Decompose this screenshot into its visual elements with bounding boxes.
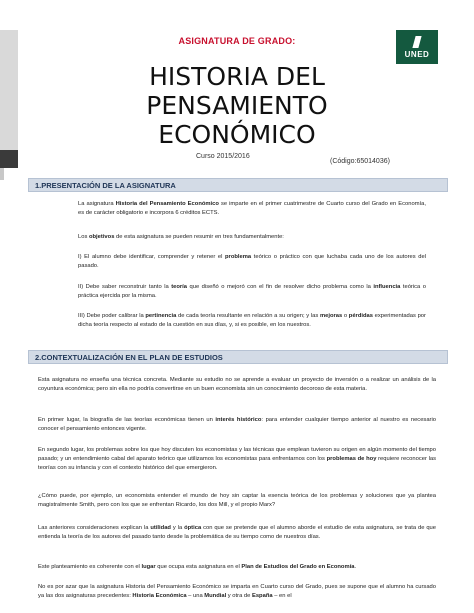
text-span: En segundo lugar, los problemas sobre los que hoy discuten los economistas y las técnicas que emplean tuvieron su origen en algún momento del tiempo pasado; y un entendimiento cabal del aparato teórico que utilizamos los economistas para enfrentarnos con los [38, 447, 436, 462]
text-bold: teoría [171, 284, 188, 290]
text-bold: interés histórico [215, 417, 262, 423]
text-bold: utilidad [150, 525, 171, 531]
text-span: II) Debe saber reconstruir tanto la [78, 284, 172, 290]
s1-paragraph-1 [78, 200, 426, 218]
s2-paragraph-5 [38, 524, 436, 542]
text-span: experimentadas por dicha teoría respecto al estado de la cuestión en sus días, y, si es posible, en los nuestros. [78, 313, 426, 328]
section-header-presentacion: 1.PRESENTACIÓN DE LA ASIGNATURA [28, 178, 448, 192]
text-span: requiere reconocer las teorías con su infancia y con el contexto histórico del que emergieron. [38, 456, 436, 471]
text-span: – una [186, 593, 205, 599]
text-span: Los [78, 234, 89, 240]
s2-paragraph-3 [38, 446, 436, 473]
text-span: Las anteriores consideraciones explican la [38, 525, 151, 531]
text-bold: Mundial [204, 593, 227, 599]
s1-paragraph-3 [78, 253, 426, 271]
text-bold: España [251, 593, 273, 599]
text-span: . [354, 564, 357, 570]
decorative-side-accent [0, 168, 4, 180]
text-span: teórico o práctico con que luchaba cada uno de los autores del pasado. [78, 254, 426, 269]
text-span: I) El alumno debe identificar, comprender y retener el [78, 254, 226, 260]
page-title [100, 62, 374, 149]
text-bold: lugar [141, 564, 156, 570]
text-bold: pérdidas [348, 313, 373, 319]
text-span: En primer lugar, la biografía de las teorías económicas tienen un [38, 417, 216, 423]
s1-paragraph-4 [78, 283, 426, 301]
course-year: Curso 2015/2016 [196, 153, 250, 160]
s2-paragraph-2 [38, 416, 436, 434]
section-header-contextualizacion: 2.CONTEXTUALIZACIÓN EN EL PLAN DE ESTUDIOS [28, 350, 448, 364]
title-line-1: HISTORIA DEL [149, 62, 325, 91]
text-span: se imparte en el primer cuatrimestre de Cuarto curso del Grado en Economía, es de carácter obligatorio e incorpora 6 créditos ECTS. [78, 201, 426, 216]
text-span: que diseñó o mejoró con el fin de resolver dicho problema como la [187, 284, 374, 290]
text-span: que ocupa esta asignatura en el [155, 564, 242, 570]
s2-paragraph-7 [38, 583, 436, 601]
s1-paragraph-2 [78, 233, 426, 242]
logo-text: UNED [404, 50, 430, 59]
s2-paragraph-1: Esta asignatura no enseña una técnica concreta. Mediante su estudio no se aprende a evaluar un proyecto de inversión o a realizar un análisis de la coyuntura económica; pero sin ella no podría convertirse en un buen economista sin un conocimiento decoroso de esta materia. [38, 377, 436, 392]
text-span: y la [170, 525, 185, 531]
text-span: de cada teoría resultante en relación a su origen; y las [176, 313, 320, 319]
text-bold: Historia Económica [132, 593, 187, 599]
text-bold: objetivos [88, 234, 115, 240]
text-span: La asignatura [78, 201, 116, 207]
text-span: con que se pretende que el alumno aborde el estudio de esta asignatura, se trata de que entienda la teoría de los autores del pasado tanto desde la problemática de su tiempo como de nuestros días. [38, 525, 436, 540]
course-code: (Código:65014036) [330, 158, 390, 165]
text-bold: problema [225, 254, 252, 260]
title-line-3: ECONÓMICO [158, 120, 316, 149]
text-span: Este planteamiento es coherente con el [38, 564, 142, 570]
subject-label: ASIGNATURA DE GRADO: [178, 36, 296, 46]
uned-logo [396, 30, 438, 64]
text-bold: Historia del Pensamiento Económico [115, 201, 219, 207]
title-line-2: PENSAMIENTO [146, 91, 328, 120]
text-span: III) Debe poder calibrar la [78, 313, 146, 319]
text-span: de esta asignatura se pueden resumir en tres fundamentalmente: [114, 234, 284, 240]
decorative-side-bar [0, 30, 18, 168]
s2-paragraph-6 [38, 563, 436, 572]
text-bold: óptica [184, 525, 202, 531]
text-bold: pertinencia [145, 313, 177, 319]
text-span: : para entender cualquier tiempo anterior al nuestro es necesario conocer el pensamiento entonces vigente. [38, 417, 436, 432]
logo-mark-icon [412, 36, 421, 48]
text-bold: Plan de Estudios del Grado en Economía [241, 564, 355, 570]
text-bold: problemas de hoy [326, 456, 377, 462]
text-bold: mejoras [319, 313, 343, 319]
s1-paragraph-5 [78, 312, 426, 330]
text-span: y otra de [226, 593, 252, 599]
decorative-side-block [0, 150, 18, 168]
text-bold: influencia [373, 284, 401, 290]
s2-paragraph-4: ¿Cómo puede, por ejemplo, un economista entender el mundo de hoy sin captar la esencia teórica de los problemas y soluciones que ya plantea magistralmente Smith, pero con los que se enfrentan Ricardo, los dos Mill, y el propio Marx? [38, 493, 436, 508]
text-span: No es por azar que la asignatura Historia del Pensamiento Económico se imparta en Cuarto curso del Grado, pues se supone que el alumno ha cursado ya las dos asignaturas precedentes: [38, 584, 436, 599]
text-span: – en el [272, 593, 292, 599]
text-span: o [342, 313, 349, 319]
text-span: teórica o práctica ejercida por la misma. [78, 284, 426, 299]
